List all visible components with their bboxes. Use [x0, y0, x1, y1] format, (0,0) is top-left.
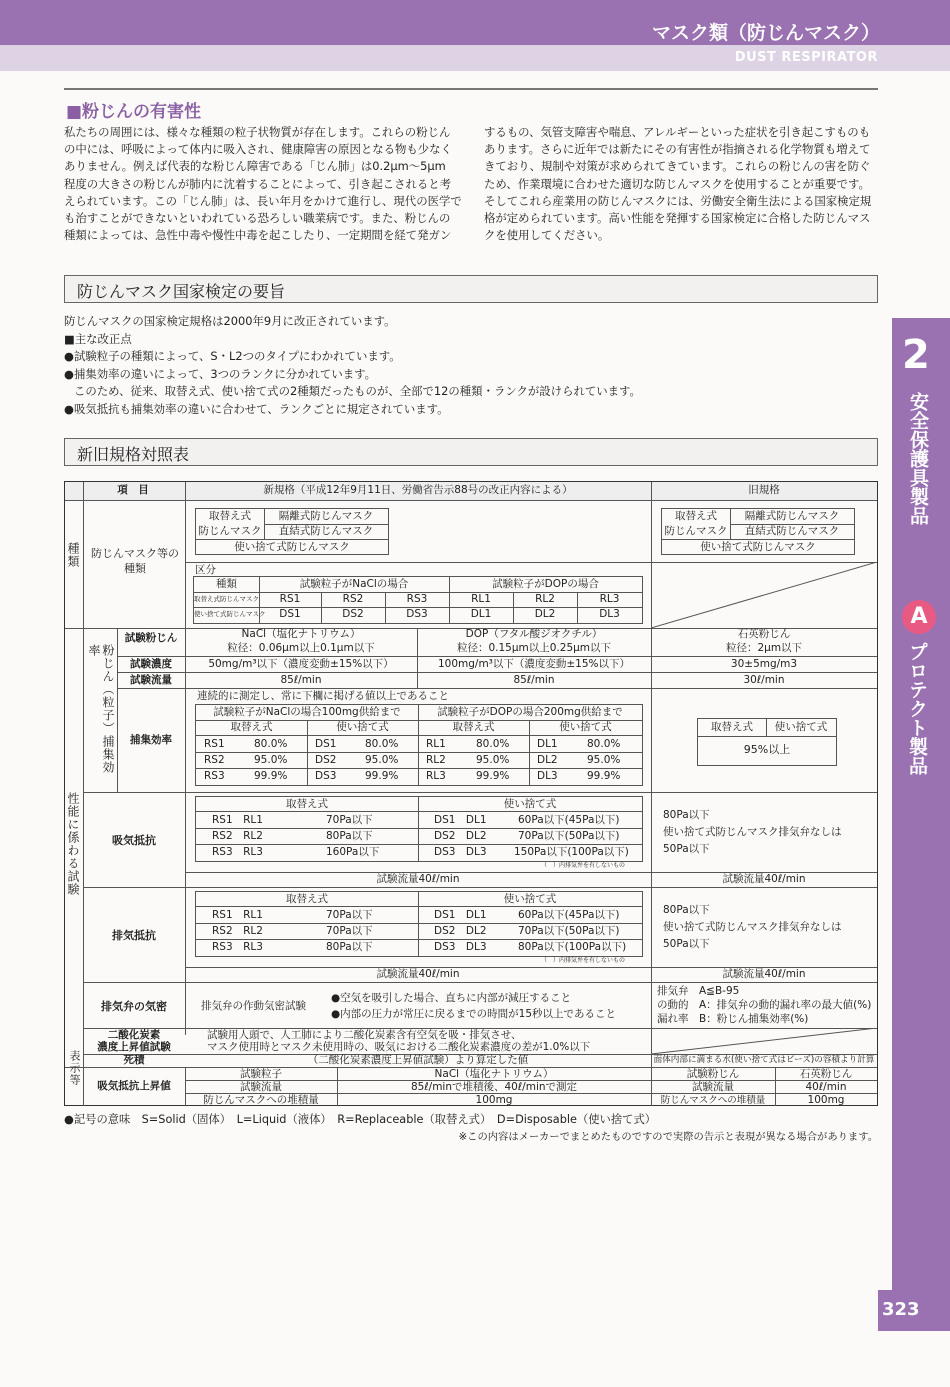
- section-heading-comparison: 新旧規格対照表: [64, 438, 878, 466]
- chapter-category: 安全保護具製品: [907, 392, 929, 525]
- diagonal-na-co2: [651, 1028, 877, 1054]
- page-number: 323: [878, 1290, 950, 1331]
- comparison-table: 項 目 新規格（平成12年9月11日、労働省告示88号の改正内容による） 旧規格 種類 防じんマスク等の種類 取替え式 防じんマスク 隔離式防じんマスク 直結式防じんマスク 使い捨て式防じんマスク 取替え式 防じんマスク 隔離式防じんマスク 直結式防じんマスク 使い捨て式防じんマスク 区分 種類 試験粒子がNaClの場合 試験粒子がDOPの場合 取替え式防じんマスク 使い捨て式防じんマスク RS1 RS2 RS3 RL1 RL2 RL3 DS1 DS2 DS3 DL1 DL2 DL3 性能に係わる試験 粉じん（粒子）捕集効率 試験粉じん NaCl（塩化ナトリウム） 粒径：0.06μm以上0.1μm以下 DOP（フタル酸ジオクチル） 粒径：0.15μm以上0.25μm以下 石英粉じん 粒径：2μm以下 試験濃度 50mg/m³以下（濃度変動±15%以下） 100mg/m³以下（濃度変動±15%以下） 30±5mg/m3 試験流量 85ℓ/min 85ℓ/min 30ℓ/min 捕集効率 連続的に測定し、常に下欄に掲げる値以上であること 試験粒子がNaClの場合100mg供給まで 試験粒子がDOPの場合200mg供給まで 取替え式 使い捨て式 取替え式 使い捨て式 RS1 80.0% DS1 80.0% RL1 80.0% DL1 80.0% RS2 95.0% DS2 95.0% RL2 95.0% DL2 95.0% RS3 99.9% DS3 99.9% RL3 99.9% DL3 99.9% 取替え式 使い捨て式 95%以上 吸気抵抗 取替え式 使い捨て式 RS1 RL1 70Pa以下 DS1 DL1 60Pa以下(45Pa以下) RS2 RL2 80Pa以下 DS2 DL2 70Pa以下(50Pa以下) RS3 RL3 160Pa以下 DS3 DL3 150Pa以下(100Pa以下) （ ）内排気弁を有しないもの 試験流量40ℓ/min 80Pa以下 使い捨て式防じんマスク排気弁なしは 50Pa以下 試験流量40ℓ/min 排気抵抗 取替え式 使い捨て式 RS1 RL1 70Pa以下 DS1 DL1 60Pa以下(45Pa以下) RS2 RL2 70Pa以下 DS2 DL2 70Pa以下(50Pa以下) RS3 RL3 80Pa以下 DS3 DL3 80Pa以下(100Pa以下) （ ）内排気弁を有しないもの 試験流量40ℓ/min 80Pa以下 使い捨て式防じんマスク排気弁なしは 50Pa以下 試験流量40ℓ/min 排気弁の気密 排気弁の作動気密試験 ●空気を吸引した場合、直ちに内部が減圧すること ●内部の圧力が常圧に戻るまでの時間が15秒以上であること 排気弁 A≦B-95 の動的 A：排気弁の動的漏れ率の最大値(%) 漏れ率 B：粉じん捕集効率(%) 二酸化炭素 濃度上昇値試験 試験用人頭で、人工肺により二酸化炭素含有空気を吸・排気させ、 マスク使用時とマスク未使用時の、吸気における二酸化炭素濃度の差が1.0%以下 死積 （二酸化炭素濃度上昇値試験）より算定した値 面体内部に満まる水(使い捨て式はビーズ)の容積より計算 表示等 吸気抵抗上昇値 試験粒子 試験流量 防じんマスクへの堆積量 NaCl（塩化ナトリウム） 85ℓ/minで堆積後、40ℓ/minで測定 100mg 試験粉じん 試験流量 防じんマスクへの堆積量 石英粉じん 40ℓ/min 100mg: [64, 481, 878, 1106]
- brand-name: プロテクト製品: [906, 642, 928, 775]
- intake-grid: 取替え式 使い捨て式 RS1 RL1 70Pa以下 DS1 DL1 60Pa以下(45Pa以下) RS2 RL2 80Pa以下 DS2 DL2 70Pa以下(50Pa以下) RS3 RL3 160Pa以下 DS3 DL3 150Pa以下(100Pa以下): [195, 796, 643, 862]
- section-heading-hazard: ■粉じんの有害性: [66, 102, 202, 122]
- group-display-label: 表示等: [68, 1050, 81, 1086]
- efficiency-grid: 試験粒子がNaClの場合100mg供給まで 試験粒子がDOPの場合200mg供給まで 取替え式 使い捨て式 取替え式 使い捨て式 RS1 80.0% DS1 80.0% RL1 80.0% DL1 80.0% RS2 95.0% DS2 95.0% RL2 95.0% DL2 95.0% RS3 99.9% DS3 99.9% RL3 99.9% DL3 99.9%: [195, 704, 643, 786]
- row-dead-label: 死積: [123, 1054, 145, 1066]
- summary-text: 防じんマスクの国家検定規格は2000年9月に改正されています。 ■主な改正点 ●試験粒子の種類によって、S・L2つのタイプにわかれています。 ●捕集効率の違いによって、3つのランクに分かれています。 このため、従来、取替え式、使い捨て式の2種類だったものが、全部で12の種類・ランクが設けられています。 ●吸気抵抗も捕集効率の違いに合わせて、ランクごとに規定されています。: [64, 314, 641, 416]
- chapter-number: 2: [902, 332, 930, 378]
- header-item: 項 目: [117, 484, 149, 496]
- group-type-label: 種類: [66, 542, 80, 568]
- row-particle-label: 試験粉じん: [124, 632, 178, 644]
- kubun-label: 区分: [195, 564, 216, 576]
- row-valve-label: 排気弁の気密: [101, 1000, 167, 1013]
- diagonal-na: [651, 562, 877, 628]
- hazard-text-right: するもの、気管支障害や喘息、アレルギーといった症状を引き起こすものも あります。さらに近年では新たにその有害性が指摘される化学物質も増えて きており、規制や対策が求められてきています。これらの粉じんの害を防ぐ ため、作業環境に合わせた適切な防じんマスクを使用することが重要です。 そしてこれら産業用の防じんマスクには、労働安全衛生法による国家検定規 格が定められています。高い性能を発揮する国家検定に合格した防じんマス クを使用してください。: [484, 125, 872, 243]
- header-new: 新規格（平成12年9月11日、労働省告示88号の改正内容による）: [263, 484, 573, 496]
- hazard-text-left: 私たちの周囲には、様々な種類の粒子状物質が存在します。これらの粉じん の中には、呼吸によって体内に吸入され、健康障害の原因となる物も少なく ありません。例えば代表的な粉じん障害である「じん肺」は0.2μm〜5μm 程度の大きさの粉じんが肺内に沈着することによって、引き起こされると考 えられています。この「じん肺」は、長い年月をかけて進行し、現代の医学で も治すことができないといわれている恐ろしい職業病です。また、粉じんの 種類によっては、急性中毒や慢性中毒を起こしたり、一定期間を経て発ガン: [64, 125, 462, 243]
- exhaust-grid: 取替え式 使い捨て式 RS1 RL1 70Pa以下 DS1 DL1 60Pa以下(45Pa以下) RS2 RL2 70Pa以下 DS2 DL2 70Pa以下(50Pa以下) RS3 RL3 80Pa以下 DS3 DL3 80Pa以下(100Pa以下): [195, 891, 643, 957]
- row-exhaust-label: 排気抵抗: [112, 929, 156, 942]
- new-types-box: 取替え式 防じんマスク 隔離式防じんマスク 直結式防じんマスク 使い捨て式防じんマスク: [195, 508, 389, 555]
- page-subtitle: DUST RESPIRATOR: [734, 50, 878, 65]
- legend-text: ●記号の意味 S=Solid（固体） L=Liquid（液体） R=Replaceable（取替え式） D=Disposable（使い捨て式）: [64, 1113, 657, 1126]
- row-flow-label: 試験流量: [130, 674, 172, 686]
- brand-badge-icon: A: [902, 600, 936, 634]
- old-types-box: 取替え式 防じんマスク 隔離式防じんマスク 直結式防じんマスク 使い捨て式防じんマスク: [661, 508, 855, 555]
- row-conc-label: 試験濃度: [130, 658, 172, 670]
- row-efficiency-label: 捕集効率: [130, 734, 172, 746]
- row-co2-label: 二酸化炭素: [107, 1029, 161, 1041]
- subgroup-efficiency-label: 粉じん（粒子）捕集効率: [87, 644, 115, 774]
- divider: [64, 88, 878, 90]
- disclaimer-note: ※この内容はメーカーでまとめたものですので実際の告示と表現が異なる場合があります。: [458, 1131, 878, 1143]
- row-intake-label: 吸気抵抗: [112, 834, 156, 847]
- old-efficiency-box: 取替え式 使い捨て式 95%以上: [697, 718, 837, 766]
- row-type-label: 防じんマスク等の種類: [91, 547, 179, 575]
- row-display-label: 吸気抵抗上昇値: [97, 1080, 171, 1092]
- header-old: 旧規格: [748, 484, 780, 496]
- classification-grid: 種類 試験粒子がNaClの場合 試験粒子がDOPの場合 取替え式防じんマスク 使い捨て式防じんマスク RS1 RS2 RS3 RL1 RL2 RL3 DS1 DS2 DS3 DL1 DL2 DL3: [193, 576, 643, 624]
- page-title: マスク類（防じんマスク）: [651, 22, 880, 44]
- section-heading-summary: 防じんマスク国家検定の要旨: [64, 275, 878, 303]
- group-perf-label: 性能に係わる試験: [66, 792, 80, 896]
